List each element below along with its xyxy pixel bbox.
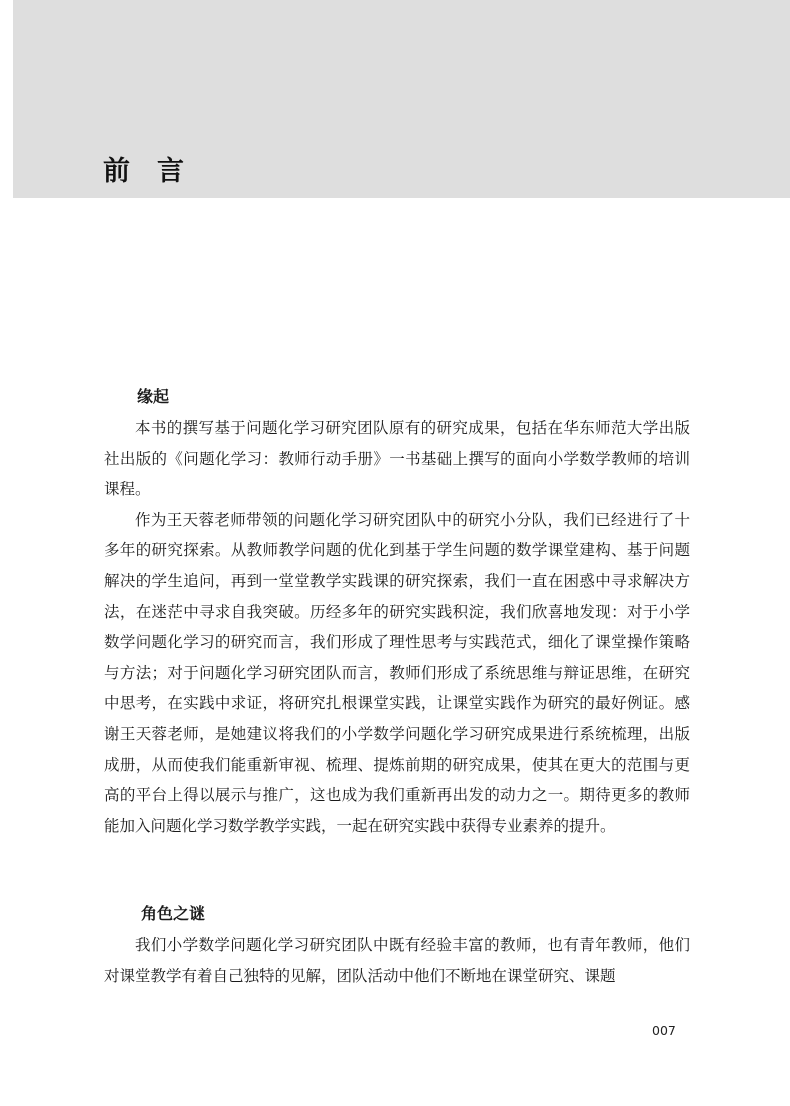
section-heading-origin: 缘起 <box>137 387 170 406</box>
section-heading-role: 角色之谜 <box>141 904 206 923</box>
paragraph: 我们小学数学问题化学习研究团队中既有经验丰富的教师，也有青年教师，他们对课堂教学有着自己独特的见解，团队活动中他们不断地在课堂研究、课题 <box>104 936 690 985</box>
section-body-origin <box>104 413 690 841</box>
paragraph: 本书的撰写基于问题化学习研究团队原有的研究成果，包括在华东师范大学出版社出版的《问题化学习：教师行动手册》一书基础上撰写的面向小学数学教师的培训课程。 <box>104 419 690 499</box>
paragraph: 作为王天蓉老师带领的问题化学习研究团队中的研究小分队，我们已经进行了十多年的研究探索。从教师教学问题的优化到基于学生问题的数学课堂建构、基于问题解决的学生追问，再到一堂堂教学实践课的研究探索，我们一直在困惑中寻求解决方法，在迷茫中寻求自我突破。历经多年的研究实践积淀，我们欣喜地发现：对于小学数学问题化学习的研究而言，我们形成了理性思考与实践范式，细化了课堂操作策略与方法；对于问题化学习研究团队而言，教师们形成了系统思维与辩证思维，在研究中思考，在实践中求证，将研究扎根课堂实践，让课堂实践作为研究的最好例证。感谢王天蓉老师，是她建议将我们的小学数学问题化学习研究成果进行系统梳理，出版成册，从而使我们能重新审视、梳理、提炼前期的研究成果，使其在更大的范围与更高的平台上得以展示与推广，这也成为我们重新再出发的动力之一。期待更多的教师能加入问题化学习数学教学实践，一起在研究实践中获得专业素养的提升。 <box>104 510 690 835</box>
section-body-role <box>104 930 690 991</box>
page-number: 007 <box>652 1023 676 1038</box>
chapter-title: 前言 <box>103 156 211 187</box>
